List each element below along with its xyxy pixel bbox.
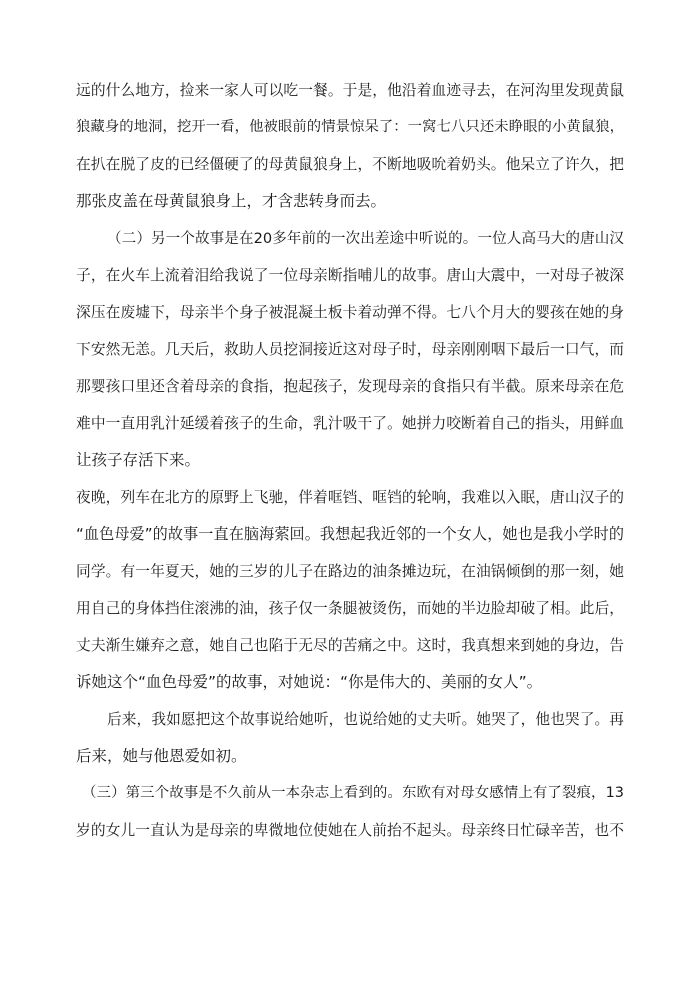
text-line: 夜晚，列车在北方的原野上飞驰，伴着哐铛、哐铛的轮响，我难以入眠，唐山汉子的 (76, 489, 624, 506)
text-line: 诉她这个“血色母爱”的故事，对她说：“你是伟大的、美丽的女人”。 (76, 673, 543, 691)
text-line: 同学。有一年夏天，她的三岁的儿子在路边的油条摊边玩，在油锅倾倒的那一刻，她 (76, 563, 624, 580)
text-line: 后来，我如愿把这个故事说给她听，也说给她的丈夫听。她哭了，他也哭了。再 (107, 711, 624, 728)
text-line: 在扒在脱了皮的已经僵硬了的母黄鼠狼身上，不断地吸吮着奶头。他呆立了许久，把 (76, 156, 624, 173)
text-line: （三）第三个故事是不久前从一本杂志上看到的。东欧有对母女感情上有了裂痕，13 (82, 785, 624, 801)
text-line: （二）另一个故事是在20多年前的一次出差途中听说的。一位人高马大的唐山汉 (107, 230, 624, 247)
document-page (76, 72, 624, 849)
text-line: 子，在火车上流着泪给我说了一位母亲断指哺儿的故事。唐山大震中，一对母子被深 (76, 267, 624, 284)
text-line: 岁的女儿一直认为是母亲的卑微地位使她在人前抬不起头。母亲终日忙碌辛苦，也不 (76, 822, 624, 839)
text-line: “血色母爱”的故事一直在脑海萦回。我想起我近邻的一个女人，她也是我小学时的 (76, 525, 624, 543)
text-line: 远的什么地方，捡来一家人可以吃一餐。于是，他沿着血迹寻去，在河沟里发现黄鼠 (76, 82, 624, 99)
text-line: 深压在废墟下，母亲半个身子被混凝土板卡着动弹不得。七八个月大的婴孩在她的身 (76, 304, 624, 321)
text-line: 那张皮盖在母黄鼠狼身上，才含悲转身而去。 (76, 192, 387, 210)
text-line: 用自己的身体挡住滚沸的油，孩子仅一条腿被烫伤，而她的半边脸却破了相。此后， (76, 600, 624, 617)
text-line: 下安然无恙。几天后，救助人员挖洞接近这对母子时，母亲刚刚咽下最后一口气，而 (76, 341, 624, 358)
text-line: 那婴孩口里还含着母亲的食指，抱起孩子，发现母亲的食指只有半截。原来母亲在危 (76, 378, 624, 395)
text-line: 让孩子存活下来。 (76, 451, 201, 469)
text-line: 后来，她与他恩爱如初。 (76, 747, 247, 765)
text-line: 狼藏身的地洞，挖开一看，他被眼前的情景惊呆了：一窝七八只还未睁眼的小黄鼠狼， (76, 119, 624, 135)
text-line: 难中一直用乳汁延缓着孩子的生命，乳汁吸干了。她拼力咬断着自己的指头，用鲜血 (76, 415, 624, 432)
text-line: 丈夫渐生嫌弃之意，她自己也陷于无尽的苦痛之中。这时，我真想来到她的身边，告 (76, 637, 624, 654)
